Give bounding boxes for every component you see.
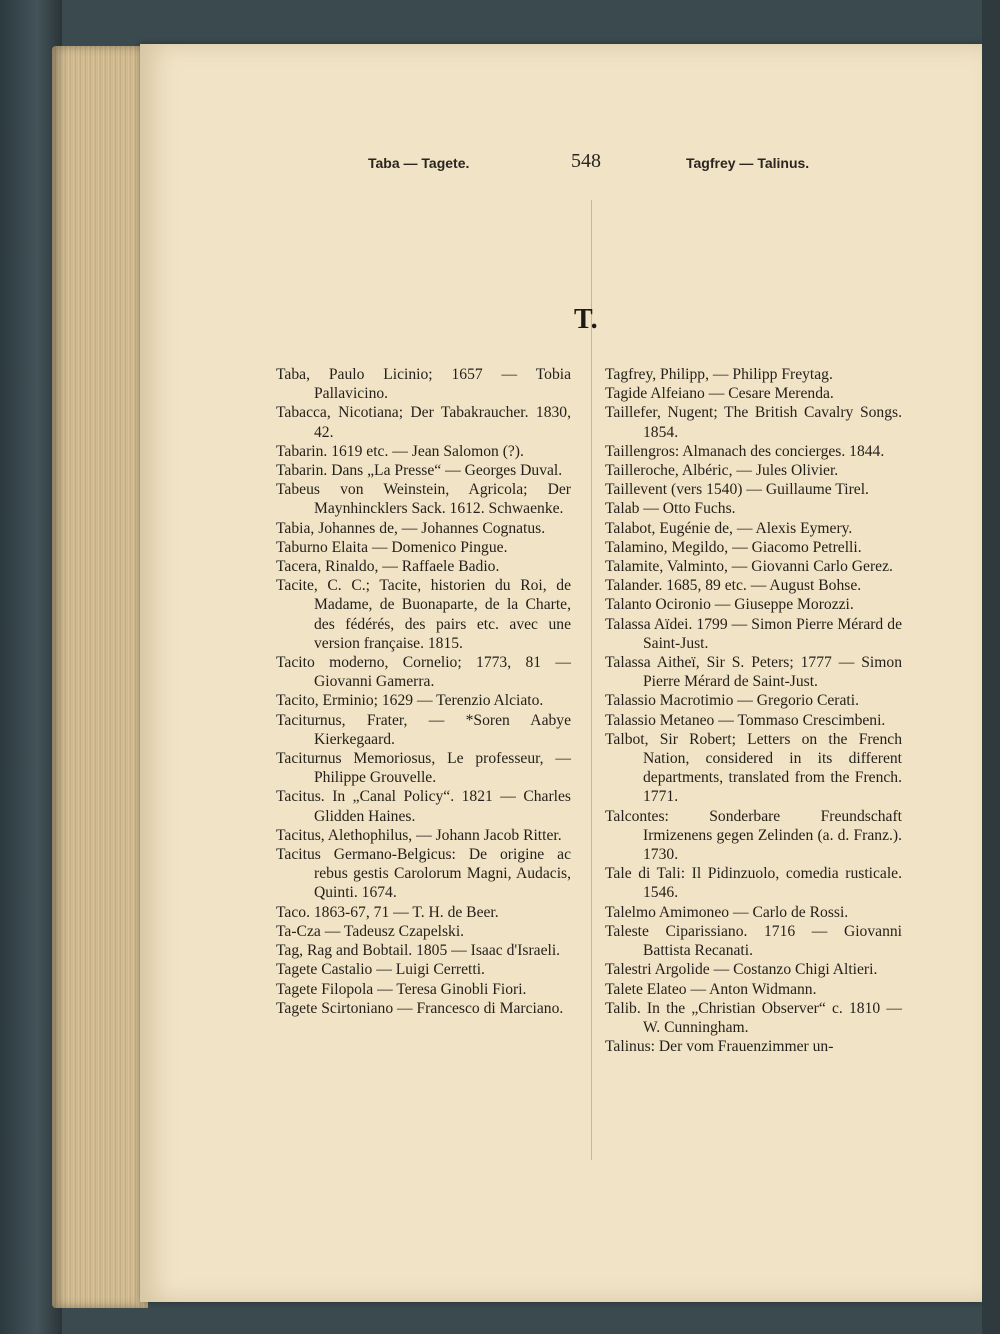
index-entry: Tale di Tali: Il Pidinzuolo, comedia rusticale. 1546. xyxy=(605,865,902,902)
index-entry: Tag, Rag and Bobtail. 1805 — Isaac d'Israeli. xyxy=(276,942,561,960)
index-entry: Tagete Filopola — Teresa Ginobli Fiori. xyxy=(276,980,527,998)
index-entry: Taciturnus Memoriosus, Le professeur, — Philippe Grouvelle. xyxy=(276,750,571,787)
index-entry: Tacito moderno, Cornelio; 1773, 81 — Giovanni Gamerra. xyxy=(276,654,571,691)
background-edge xyxy=(982,0,1000,1334)
index-entry: Talander. 1685, 89 etc. — August Bohse. xyxy=(605,577,862,595)
index-entry: Tacito, Erminio; 1629 — Terenzio Alciato. xyxy=(276,692,544,710)
index-entry: Taco. 1863-67, 71 — T. H. de Beer. xyxy=(276,903,499,921)
index-entry: Taillevent (vers 1540) — Guillaume Tirel. xyxy=(605,481,869,499)
left-column xyxy=(276,365,571,1018)
index-entry: Tailleroche, Albéric, — Jules Olivier. xyxy=(605,462,839,480)
running-head-left: Taba — Tagete. xyxy=(368,155,470,171)
index-entry: Taleste Ciparissiano. 1716 — Giovanni Battista Recanati. xyxy=(605,922,902,960)
index-entry: Taillengros: Almanach des concierges. 1844. xyxy=(605,442,885,460)
index-entry: Tagete Castalio — Luigi Cerretti. xyxy=(276,961,485,979)
index-entry: Tagete Scirtoniano — Francesco di Marciano. xyxy=(276,999,564,1017)
index-entry: Tabacca, Nicotiana; Der Tabakraucher. 1830, 42. xyxy=(276,404,571,441)
index-entry: Talassa Aïdei. 1799 — Simon Pierre Mérard de Saint-Just. xyxy=(605,615,902,652)
column-divider xyxy=(591,200,592,1160)
index-entry: Talete Elateo — Anton Widmann. xyxy=(605,980,817,998)
index-entry: Tacite, C. C.; Tacite, historien du Roi, de Madame, de Buonaparte, de la Charte, des fédérés, des pairs etc. avec une version française. 1815. xyxy=(276,577,571,652)
index-entry: Tagide Alfeiano — Cesare Merenda. xyxy=(605,385,834,403)
index-entry: Talib. In the „Christian Observer“ c. 1810 — W. Cunningham. xyxy=(605,999,902,1036)
index-entry: Tabia, Johannes de, — Johannes Cognatus. xyxy=(276,519,546,537)
index-entry: Taillefer, Nugent; The British Cavalry Songs. 1854. xyxy=(605,404,902,441)
index-entry: Talamino, Megildo, — Giacomo Petrelli. xyxy=(605,538,862,556)
index-entry: Talestri Argolide — Costanzo Chigi Altieri. xyxy=(605,961,878,979)
index-entry: Talabot, Eugénie de, — Alexis Eymery. xyxy=(605,519,853,537)
index-entry: Tacitus. In „Canal Policy“. 1821 — Charles Glidden Haines. xyxy=(276,788,571,825)
index-entry: Talelmo Amimoneo — Carlo de Rossi. xyxy=(605,903,849,921)
index-entry: Talamite, Valminto, — Giovanni Carlo Gerez. xyxy=(605,558,893,576)
index-entry: Tabarin. 1619 etc. — Jean Salomon (?). xyxy=(276,442,524,460)
index-entry: Talab — Otto Fuchs. xyxy=(605,500,736,518)
index-entry: Tacitus Germano-Belgicus: De origine ac rebus gestis Carolorum Magni, Audacis, Quinti. 1674. xyxy=(276,846,571,902)
section-letter: T. xyxy=(574,304,598,335)
index-entry: Tabeus von Weinstein, Agricola; Der Maynhincklers Sack. 1612. Schwaenke. xyxy=(276,481,571,518)
index-entry: Talcontes: Sonderbare Freundschaft Irmizenens gegen Zelinden (a. d. Franz.). 1730. xyxy=(605,807,902,864)
index-entry: Talanto Ocironio — Giuseppe Morozzi. xyxy=(605,596,854,614)
index-entry: Taciturnus, Frater, — *Soren Aabye Kierkegaard. xyxy=(276,711,571,748)
index-entry: Talassio Metaneo — Tommaso Crescimbeni. xyxy=(605,711,886,729)
index-entry: Tagfrey, Philipp, — Philipp Freytag. xyxy=(605,366,833,383)
page-number: 548 xyxy=(571,150,601,172)
index-entry: Taba, Paulo Licinio; 1657 — Tobia Pallavicino. xyxy=(276,366,571,403)
index-entry: Talbot, Sir Robert; Letters on the French Nation, considered in its different departments, translated from the French. 1771. xyxy=(605,730,902,806)
index-entry: Talassa Aitheï, Sir S. Peters; 1777 — Simon Pierre Mérard de Saint-Just. xyxy=(605,654,902,691)
index-entry: Tabarin. Dans „La Presse“ — Georges Duval. xyxy=(276,462,563,480)
right-column xyxy=(605,365,902,1056)
running-head-right: Tagfrey — Talinus. xyxy=(686,155,810,171)
index-entry: Talinus: Der vom Frauenzimmer un- xyxy=(605,1038,834,1056)
index-entry: Ta-Cza — Tadeusz Czapelski. xyxy=(276,922,465,940)
index-entry: Talassio Macrotimio — Gregorio Cerati. xyxy=(605,692,859,710)
index-entry: Tacera, Rinaldo, — Raffaele Badio. xyxy=(276,558,500,576)
page-stack-edges xyxy=(52,46,148,1308)
index-entry: Tacitus, Alethophilus, — Johann Jacob Ritter. xyxy=(276,826,562,844)
index-entry: Taburno Elaita — Domenico Pingue. xyxy=(276,538,508,556)
